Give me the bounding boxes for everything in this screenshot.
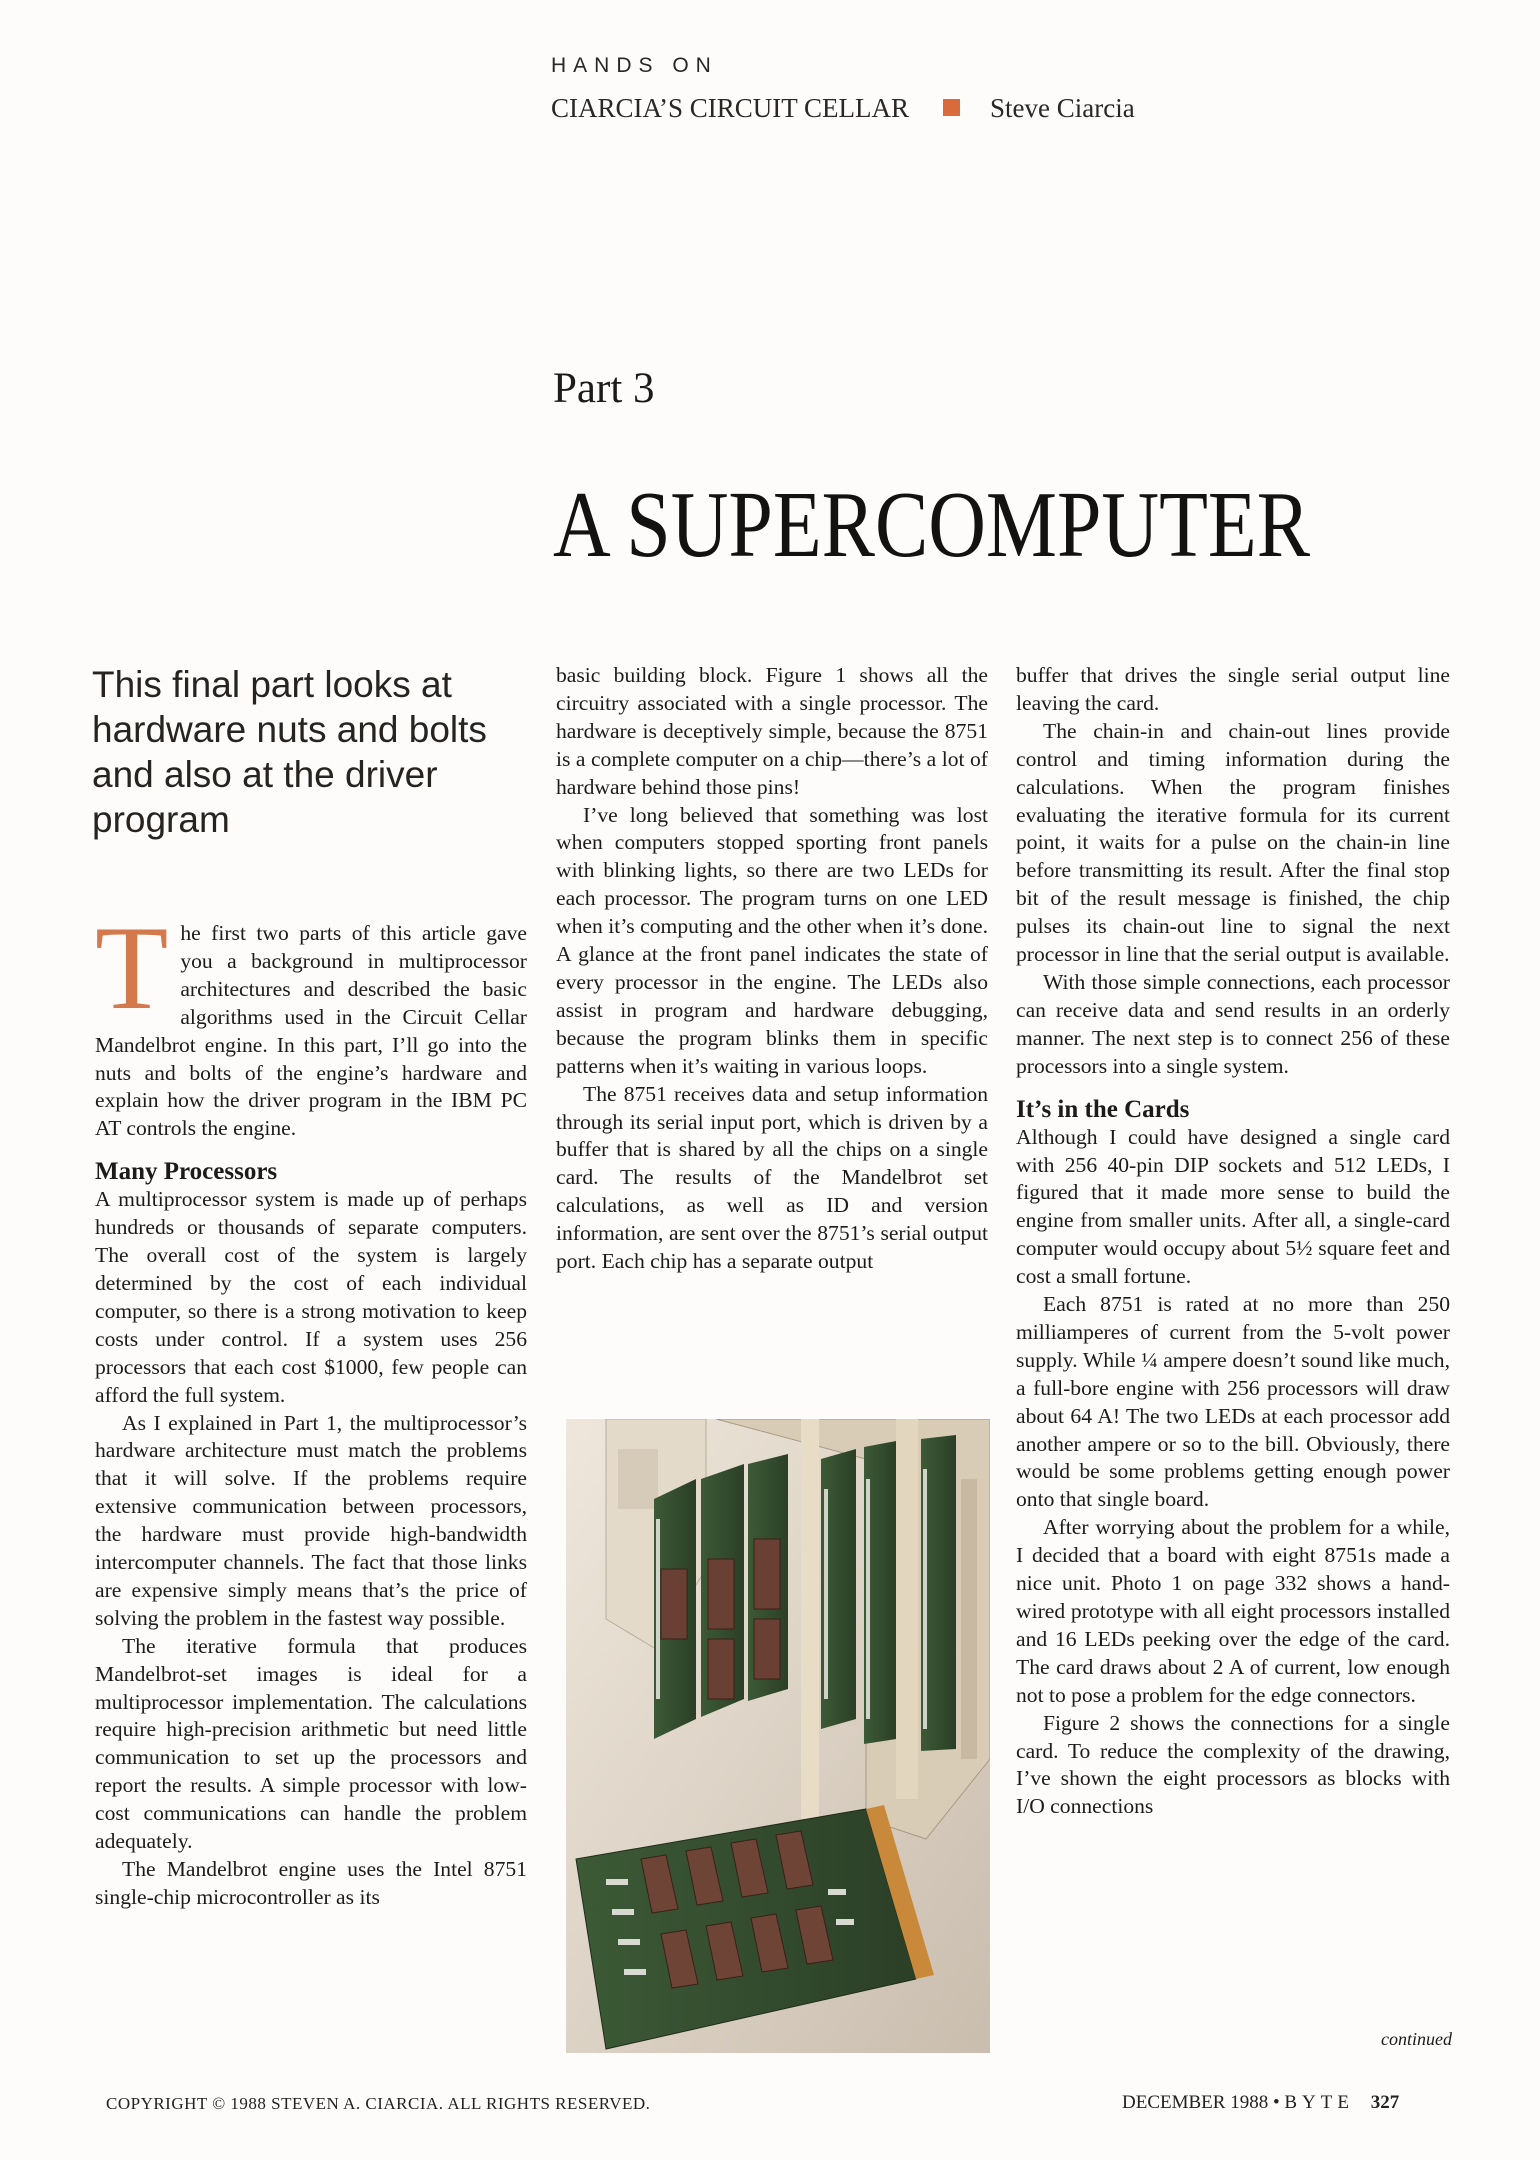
drop-cap: T [95,901,169,1034]
continued-label: continued [1381,2029,1452,2049]
paragraph: Although I could have designed a single card with 256 40-pin DIP sockets and 512 LEDs, I figured that it made more sense to build the engine from smaller units. After all, a single-card computer would occupy about 5½ square feet and cost a small fortune. [1016,1124,1450,1289]
paragraph: Figure 2 shows the connections for a single card. To reduce the complexity of the drawing, I’ve shown the eight processors as blocks with I/O connections [1016,1710,1450,1819]
column-name: CIARCIA’S CIRCUIT CELLAR [551,93,910,123]
article-title: A SUPERCOMPUTER [553,473,1311,577]
article-deck: This final part looks at hardware nuts and bolts and also at the driver program [92,664,487,840]
copyright-notice: COPYRIGHT © 1988 STEVEN A. CIARCIA. ALL RIGHTS RESERVED. [106,2094,651,2113]
page-number: 327 [1370,2092,1400,2113]
paragraph: A multiprocessor system is made up of perhaps hundreds or thousands of separate computers. The overall cost of the system is largely determined by the cost of each individual computer, so there is a strong motivation to keep costs under control. If a system uses 256 processors that each cost $1000, few people can afford the full system. [95,1187,527,1407]
author-name: Steve Ciarcia [990,93,1135,123]
issue-date: DECEMBER 1988 [1122,2092,1269,2113]
magazine-name: BYTE [1284,2092,1354,2113]
subhead-in-the-cards: It’s in the Cards [1016,1095,1190,1123]
paragraph: basic building block. Figure 1 shows all the circuitry associated with a single processor. The hardware is deceptively simple, because the 8751 is a complete computer on a chip—there’s a lot of hardware behind those pins! [556,663,988,799]
photo-processor-cards [566,1419,990,2053]
folio-bullet: • [1272,2092,1280,2113]
column-2 [556,662,988,1276]
paragraph: After worrying about the problem for a while, I decided that a board with eight 8751s made a nice unit. Photo 1 on page 332 shows a hand-wired prototype with all eight processors installed and 16 LEDs peeking over the edge of the card. The card draws about 2 A of current, low enough not to pose a problem for the edge connectors. [1016,1515,1450,1707]
accent-square-icon [943,99,960,116]
paragraph: I’ve long believed that something was lost when computers stopped sporting front panels with blinking lights, so there are two LEDs for each processor. The program turns on one LED when it’s computing and the other when it’s done. A glance at the front panel indicates the state of every processor in the engine. The LEDs also assist in program and hardware debugging, because the program blinks them in specific patterns when it’s waiting in various loops. [556,802,988,1078]
paragraph: The iterative formula that produces Mandelbrot-set images is ideal for a multiprocessor implementation. The calculations require high-precision arithmetic but need little communication to set up the processors and report the results. A simple processor with low-cost communications can handle the problem adequately. [95,1633,527,1854]
subhead-many-processors: Many Processors [95,1158,278,1186]
section-kicker: HANDS ON [551,54,718,77]
folio [1122,2092,1399,2114]
paragraph: With those simple connections, each processor can receive data and send results in an orderly manner. The next step is to connect 256 of these processors into a single system. [1016,969,1450,1078]
paragraph: The 8751 receives data and setup information through its serial input port, which is driven by a buffer that is shared by all the chips on a single card. The results of the Mandelbrot set calculations, as well as ID and version information, are sent over the 8751’s serial output port. Each chip has a separate output [556,1081,988,1274]
paragraph: buffer that drives the single serial output line leaving the card. [1016,663,1450,715]
lead-paragraph: he first two parts of this article gave you a background in multiprocessor architectures and described the basic algorithms used in the Circuit Cellar Mandelbrot engine. In this part, I’ll go into the nuts and bolts of the engine’s hardware and explain how the driver program in the IBM PC AT controls the engine. [95,921,527,1141]
paragraph: The chain-in and chain-out lines provide control and timing information during the calculations. When the program finishes evaluating the iterative formula for its current point, it waits for a pulse on the chain-in line before transmitting its result. After the final stop bit of the result message is finished, the chip pulses its chain-out line to signal the next processor in line that the serial output is available. [1016,718,1450,967]
paragraph: The Mandelbrot engine uses the Intel 8751 single-chip microcontroller as its [95,1857,527,1909]
column-header [551,93,1135,124]
part-label: Part 3 [553,365,655,412]
paragraph: Each 8751 is rated at no more than 250 milliamperes of current from the 5-volt power supply. While ¼ ampere doesn’t sound like much, a full-bore engine with 256 processors will draw about 64 A! The two LEDs at each processor add another ampere or so to the bill. Obviously, there would be some problems getting enough power onto that single board. [1016,1292,1450,1512]
column-3 [1016,662,1450,1821]
column-1 [95,901,527,1912]
paragraph: As I explained in Part 1, the multiprocessor’s hardware architecture must match the problems that it will solve. If the problems require extensive communication between processors, the hardware must provide high-bandwidth intercomputer channels. The fact that those links are expensive simply means that’s the price of solving the problem in the fastest way possible. [95,1410,527,1630]
